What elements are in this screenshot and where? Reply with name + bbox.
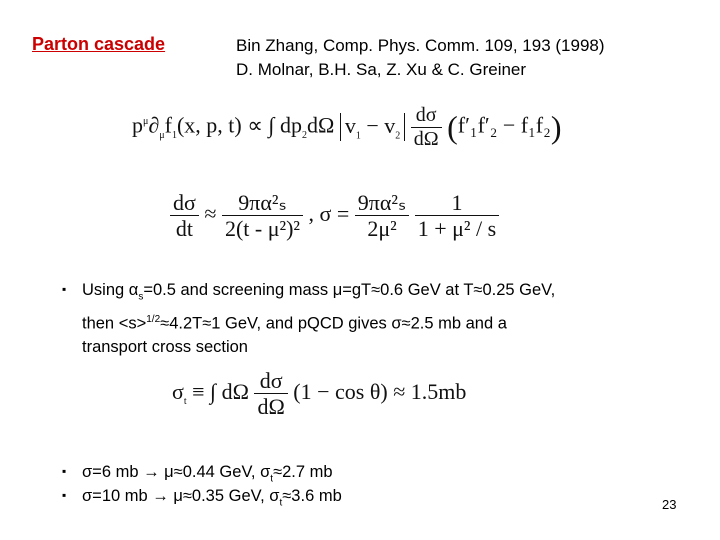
eq-integral: ≡ ∫ dΩ [192, 378, 249, 404]
eq-approx: ≈ [204, 200, 217, 226]
eq-f-sub: 1 [171, 129, 177, 141]
reference-line-1: Bin Zhang, Comp. Phys. Comm. 109, 193 (1998) [236, 36, 605, 55]
eq-dsigma-domega-2: $\frac{d\sigma}{d\Omega}$ [254, 368, 287, 420]
bullet-marker-icon: ▪ [62, 282, 67, 296]
eq-sigma-t: σ [172, 378, 184, 404]
eq-paren-open: ( [447, 109, 458, 146]
eq-mu: μ [143, 116, 149, 128]
eq-dsigma-dt: $\frac{d\sigma}{dt}$ [170, 190, 199, 242]
cross-section-equation [170, 190, 499, 242]
reference-line-2: D. Molnar, B.H. Sa, Z. Xu & C. Greiner [236, 60, 527, 79]
eq-dp-sub: 2 [301, 129, 307, 141]
eq-args: (x, p, t) ∝ ∫ dp [176, 112, 302, 138]
eq-p: p [132, 112, 143, 138]
eq-gain-loss: f′₁f′₂ − f₁f₂ [457, 112, 551, 138]
bullet-item-2: ▪ σ=6 mb → μ≈0.44 GeV, $\sigma_t\approx 2.7$ mb [62, 460, 682, 490]
transport-equation [132, 104, 561, 151]
eq-frac-1: $\frac{\text{9πα²ₛ}}{\text{2(t - μ²)²}}$ [222, 190, 303, 242]
bullet-item-3: ▪ σ=10 mb → μ≈0.35 GeV, $\sigma_t\approx 3.6$ mb [62, 484, 682, 514]
eq-frac-3: $\frac{1}{\text{1 + μ² / s}}$ [415, 190, 499, 242]
eq-frac-2: $\frac{\text{9πα²ₛ}}{\text{2μ²}}$ [355, 190, 409, 242]
eq-velocity-abs: $v_1 - v_2$ [340, 113, 405, 141]
eq-sigma-def: , σ = [308, 200, 350, 226]
eq-f: f [164, 112, 172, 138]
transport-cross-section-equation: $\sigma_t$ ≡ ∫ dΩ $\frac{d\sigma}{d\Omega}$ (1 − cos θ) ≈ 1.5mb [172, 368, 467, 420]
eq-domega: dΩ [306, 112, 335, 138]
eq-partial: ∂ [148, 112, 160, 138]
bullet-marker-icon: ▪ [62, 464, 67, 478]
eq-paren-close: ) [550, 109, 562, 146]
eq-dsigma-domega: $\frac{d\sigma}{d\Omega}$ [411, 104, 442, 151]
bullet-item-1: ▪ Using $\alpha_s=0.5$ and screening mass μ=gT≈0.6 GeV at T≈0.25 GeV, then <s>$^{1/2}$≈4.2T≈1 GeV, and pQCD gives σ≈2.5 mb and a transport cross section [62, 278, 682, 359]
slide-title: Parton cascade [32, 34, 166, 54]
page-number: 23 [662, 497, 677, 512]
eq-cos-term: (1 − cos θ) ≈ 1.5mb [293, 378, 467, 404]
bullet-marker-icon: ▪ [62, 488, 67, 502]
eq-partial-mu: μ [159, 129, 165, 141]
